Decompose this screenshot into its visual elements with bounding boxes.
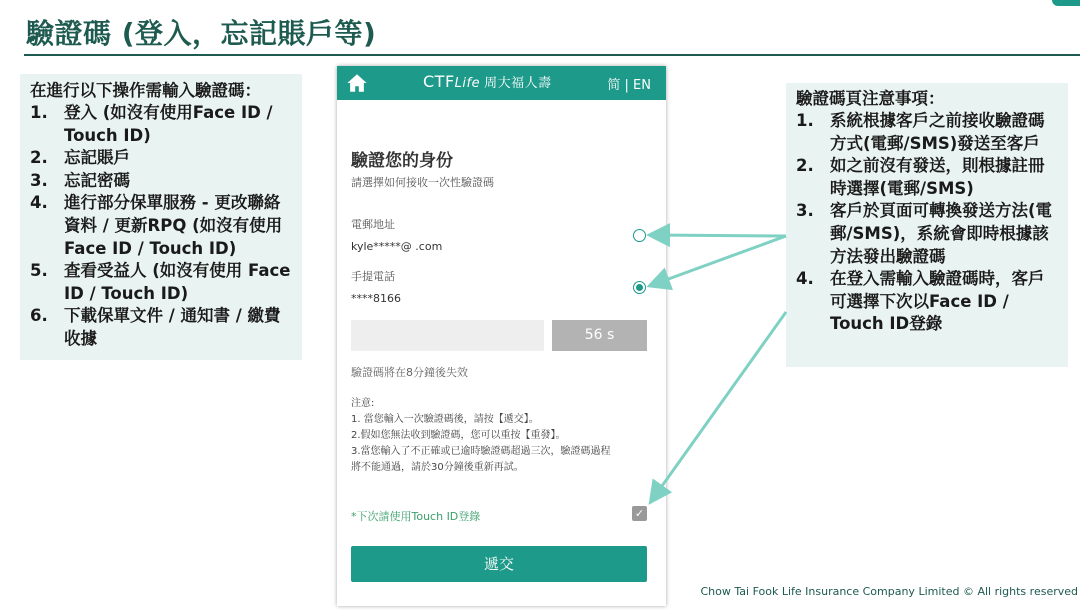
list-item bbox=[30, 170, 292, 193]
note-line: 將不能通過，請於30分鐘後重新再試。 bbox=[351, 462, 524, 473]
right-box-heading: 驗證碼頁注意事項： bbox=[796, 89, 945, 108]
list-item-number: 5. bbox=[30, 261, 48, 281]
resend-countdown-button[interactable]: 56 s bbox=[552, 320, 647, 351]
list-item-number: 4. bbox=[30, 193, 48, 213]
list-item-number: 3. bbox=[30, 170, 48, 190]
left-box-list bbox=[30, 102, 292, 351]
list-item bbox=[796, 200, 1058, 268]
list-item-number: 6. bbox=[30, 306, 48, 326]
touch-id-prompt: *下次請使用Touch ID登錄 bbox=[351, 510, 481, 523]
mobile-value: ****8166 bbox=[351, 292, 401, 305]
title-divider bbox=[24, 54, 1080, 56]
note-line: 1. 當您輸入一次驗證碼後，請按【遞交】。 bbox=[351, 414, 539, 425]
right-info-box bbox=[786, 83, 1068, 367]
arrow-icon bbox=[652, 235, 786, 236]
list-item-number: 2. bbox=[30, 148, 48, 168]
note-line: 3.當您輸入了不正確或已逾時驗證碼超過三次，驗證碼過程 bbox=[351, 446, 611, 457]
brand-latin: CTF bbox=[423, 72, 455, 91]
list-item-text: 忘記賬戶 bbox=[64, 148, 130, 168]
left-box-heading: 在進行以下操作需輸入驗證碼： bbox=[30, 81, 261, 100]
submit-button[interactable]: 遞交 bbox=[351, 546, 647, 582]
arrow-icon bbox=[652, 312, 786, 500]
list-item-number: 1. bbox=[796, 111, 814, 130]
list-item bbox=[30, 102, 292, 147]
list-item-text: 忘記密碼 bbox=[64, 170, 130, 190]
list-item-number: 1. bbox=[30, 103, 48, 122]
list-item-text: 查看受益人 (如沒有使用 Face ID / Touch ID) bbox=[64, 261, 291, 303]
brand-life: Life bbox=[454, 76, 481, 91]
corner-accent bbox=[1052, 0, 1080, 6]
left-info-box bbox=[20, 74, 302, 360]
email-radio[interactable] bbox=[633, 229, 646, 242]
list-item-number: 2. bbox=[796, 156, 814, 176]
phone-mockup bbox=[337, 66, 666, 606]
list-item-text: 進行部分保單服務 - 更改聯絡資料 / 更新RPQ (如沒有使用Face ID / Touch ID) bbox=[64, 193, 283, 258]
brand-chinese: 周大福人壽 bbox=[484, 76, 552, 91]
email-label: 電郵地址 bbox=[351, 218, 395, 231]
page-subtitle: 請選擇如何接收一次性驗證碼 bbox=[351, 176, 494, 189]
home-icon[interactable] bbox=[346, 72, 368, 94]
notes-heading: 注意: bbox=[351, 398, 375, 409]
list-item-number: 4. bbox=[796, 269, 814, 289]
arrow-icon bbox=[652, 236, 786, 285]
email-value: kyle*****@ .com bbox=[351, 240, 443, 253]
list-item bbox=[30, 192, 292, 260]
list-item-text: 在登入需輸入驗證碼時，客戶可選擇下次以Face ID / Touch ID登錄 bbox=[830, 269, 1045, 334]
notes-section bbox=[351, 396, 657, 476]
touch-id-checkbox[interactable]: ✓ bbox=[632, 506, 647, 521]
list-item-text: 如之前沒有發送，則根據註冊時選擇(電郵/SMS) bbox=[830, 156, 1045, 198]
list-item bbox=[796, 110, 1058, 155]
slide-title: 驗證碼 (登入，忘記賬戶等) bbox=[26, 17, 377, 50]
list-item-text: 登入 (如沒有使用Face ID / Touch ID) bbox=[64, 103, 273, 145]
list-item bbox=[30, 305, 292, 350]
language-toggle[interactable]: 简 | EN bbox=[607, 78, 651, 93]
mobile-label: 手提電話 bbox=[351, 270, 395, 283]
right-box-list bbox=[796, 110, 1058, 336]
list-item-text: 客戶於頁面可轉換發送方法(電郵/SMS)，系統會即時根據該方法發出驗證碼 bbox=[830, 201, 1053, 266]
list-item-text: 下載保單文件 / 通知書 / 繳費收據 bbox=[64, 306, 281, 348]
verification-code-input[interactable] bbox=[351, 320, 544, 351]
note-line: 2.假如您無法收到驗證碼，您可以重按【重發】。 bbox=[351, 430, 566, 441]
copyright-footer: Chow Tai Fook Life Insurance Company Limited © All rights reserved bbox=[700, 585, 1078, 598]
list-item-text: 系統根據客戶之前接收驗證碼方式(電郵/SMS)發送至客戶 bbox=[830, 111, 1045, 153]
list-item bbox=[30, 260, 292, 305]
expiry-note: 驗證碼將在8分鐘後失效 bbox=[351, 366, 468, 379]
list-item bbox=[30, 147, 292, 170]
list-item bbox=[796, 155, 1058, 200]
brand-logo bbox=[423, 72, 552, 91]
app-header bbox=[337, 66, 666, 100]
page-title: 驗證您的身份 bbox=[351, 151, 453, 171]
mobile-radio[interactable] bbox=[633, 281, 646, 294]
list-item bbox=[796, 268, 1058, 336]
list-item-number: 3. bbox=[796, 201, 814, 221]
